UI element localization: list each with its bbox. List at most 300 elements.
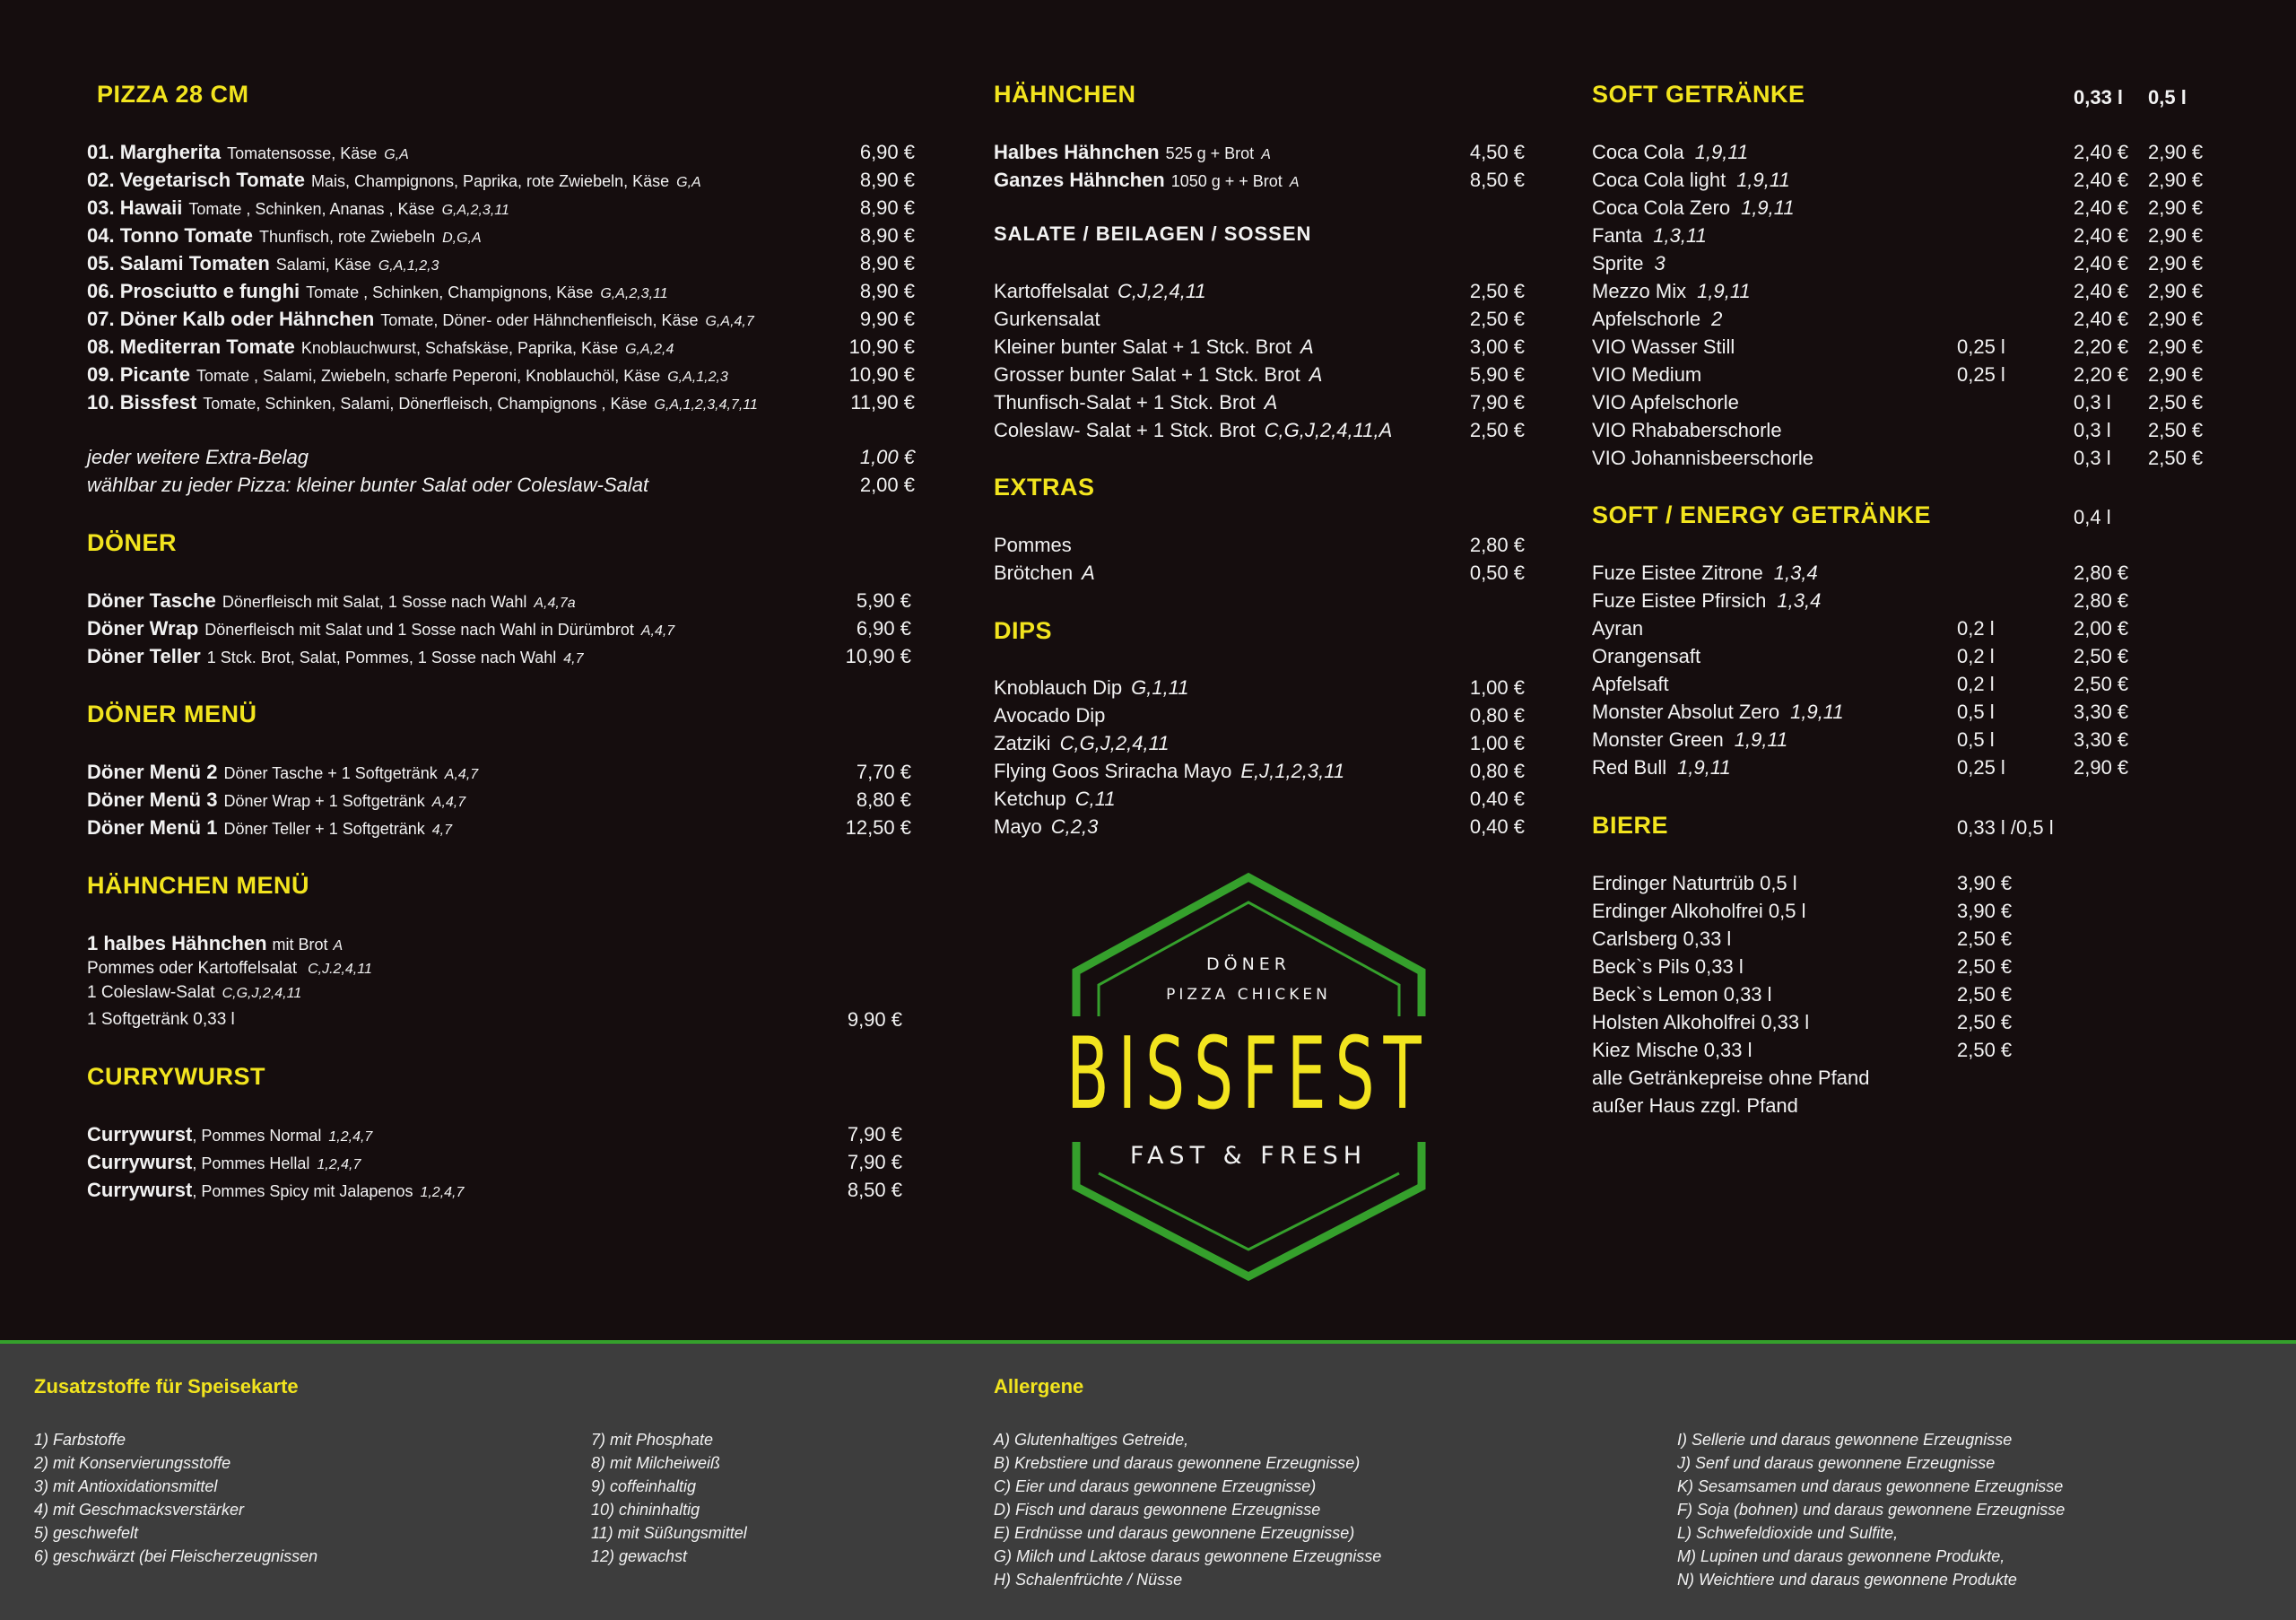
drink-row xyxy=(1592,642,1700,670)
drink-size: 0,2 l xyxy=(1957,645,1995,667)
drink-price-2: 2,50 € xyxy=(2148,419,2204,441)
item-name: Döner Teller xyxy=(87,645,201,667)
energy-drinks-heading: SOFT / ENERGY GETRÄNKE xyxy=(1592,501,1932,528)
item-allergens: C,J,2,4,11 xyxy=(1118,280,1206,302)
menu-item-row xyxy=(994,305,1100,333)
item-price: 9,90 € xyxy=(859,308,915,330)
item-allergens: 1,9,11 xyxy=(1790,701,1844,723)
currywurst-heading: CURRYWURST xyxy=(87,1063,265,1090)
item-name: Ganzes Hähnchen xyxy=(994,169,1165,191)
beer-name: Erdinger Naturtrüb 0,5 l xyxy=(1592,872,1797,894)
item-price: 7,90 € xyxy=(847,1123,902,1145)
menu-item-row xyxy=(994,729,1169,757)
item-name: 03. Hawaii xyxy=(87,196,183,219)
item-name: Mayo xyxy=(994,815,1042,838)
drink-row xyxy=(1592,444,1813,472)
item-price: 8,90 € xyxy=(859,252,915,274)
menu-item-row xyxy=(994,531,1072,559)
menu-item-row xyxy=(87,979,301,1006)
item-price: 0,50 € xyxy=(1469,562,1525,584)
soft-col-05: 0,5 l xyxy=(2148,86,2187,109)
menu-item-row xyxy=(994,333,1314,361)
item-name: Fuze Eistee Zitrone xyxy=(1592,562,1763,584)
dips-heading: DIPS xyxy=(994,617,1053,644)
additive-item: 3) mit Antioxidationsmittel xyxy=(34,1477,218,1495)
bissfest-logo xyxy=(1036,868,1466,1281)
menu-item-row xyxy=(87,1120,372,1148)
item-price: 0,80 € xyxy=(1469,704,1525,727)
item-price: 5,90 € xyxy=(1469,363,1525,386)
item-name: Fuze Eistee Pfirsich xyxy=(1592,589,1767,612)
item-name: Thunfisch-Salat + 1 Stck. Brot xyxy=(994,391,1256,414)
item-allergens: 4,7 xyxy=(431,823,453,838)
item-price: 2,50 € xyxy=(1469,308,1525,330)
item-description: , Pommes Normal xyxy=(192,1127,322,1145)
soft-col-033: 0,33 l xyxy=(2074,86,2124,109)
drink-price-1: 2,40 € xyxy=(2074,252,2129,274)
drink-price-1: 2,20 € xyxy=(2074,363,2129,386)
item-price: 0,40 € xyxy=(1469,788,1525,810)
item-description: , Pommes Hellal xyxy=(192,1154,310,1172)
item-allergens: 1,9,11 xyxy=(1694,141,1749,163)
drink-size: 0,2 l xyxy=(1957,617,1995,640)
haehnchen-heading: HÄHNCHEN xyxy=(994,81,1136,108)
item-allergens: G,A,1,2,3 xyxy=(378,258,439,274)
drink-size: 0,25 l xyxy=(1957,363,2005,386)
item-allergens: A xyxy=(1082,562,1095,584)
item-allergens: A xyxy=(1300,335,1314,358)
item-name: Avocado Dip xyxy=(994,704,1106,727)
allergen-item: M) Lupinen und daraus gewonnene Produkte, xyxy=(1677,1547,2005,1565)
drink-price-2: 2,90 € xyxy=(2148,141,2204,163)
drink-price-1: 2,40 € xyxy=(2074,169,2129,191)
item-price: 5,90 € xyxy=(856,589,911,612)
item-description: Döner Tasche + 1 Softgetränk xyxy=(223,764,438,782)
beer-name: Erdinger Alkoholfrei 0,5 l xyxy=(1592,900,1806,922)
item-allergens: 1,3,4 xyxy=(1773,562,1818,584)
item-allergens: A,4,7a xyxy=(534,596,576,611)
menu-item-row xyxy=(87,277,668,305)
item-description: Tomate, Döner- oder Hähnchenfleisch, Käse xyxy=(380,311,699,329)
drink-price-1: 2,80 € xyxy=(2074,562,2129,584)
item-name: Kartoffelsalat xyxy=(994,280,1109,302)
drink-price-2: 2,90 € xyxy=(2148,308,2204,330)
item-name: VIO Medium xyxy=(1592,363,1702,386)
item-description: 1050 g + + Brot xyxy=(1170,172,1283,190)
item-allergens: C,J.2,4,11 xyxy=(308,962,372,977)
menu-item-row xyxy=(994,388,1277,416)
beer-price: 2,50 € xyxy=(1957,1039,2013,1061)
drink-row xyxy=(1592,559,1818,587)
item-name: Döner Tasche xyxy=(87,589,216,612)
item-description: Tomate , Salami, Zwiebeln, scharfe Peperoni, Knoblauchöl, Käse xyxy=(196,367,661,385)
item-name: 02. Vegetarisch Tomate xyxy=(87,169,305,191)
item-name: 04. Tonno Tomate xyxy=(87,224,253,247)
item-name: Currywurst xyxy=(87,1179,193,1201)
item-allergens: G,A,1,2,3,4,7,11 xyxy=(654,397,758,413)
item-name: Coleslaw- Salat + 1 Stck. Brot xyxy=(994,419,1256,441)
salad-option-price: 2,00 € xyxy=(859,474,915,496)
item-allergens: 1,2,4,7 xyxy=(420,1185,465,1200)
logo-brand-text: BISSFEST xyxy=(1066,1015,1431,1132)
item-description: Thunfisch, rote Zwiebeln xyxy=(258,228,436,246)
allergen-item: J) Senf und daraus gewonnene Erzeugnisse xyxy=(1677,1454,1996,1472)
drink-row xyxy=(1592,388,1739,416)
item-name: 10. Bissfest xyxy=(87,391,197,414)
item-allergens: 1,3,4 xyxy=(1777,589,1822,612)
item-name: Grosser bunter Salat + 1 Stck. Brot xyxy=(994,363,1300,386)
drink-row xyxy=(1592,361,1701,388)
item-price: 8,90 € xyxy=(859,224,915,247)
item-name: VIO Apfelschorle xyxy=(1592,391,1739,414)
drink-row xyxy=(1592,222,1707,249)
logo-doener-text: DÖNER xyxy=(1205,954,1292,974)
item-allergens: G,A,2,4 xyxy=(625,342,674,357)
additive-item: 1) Farbstoffe xyxy=(34,1431,126,1449)
item-price: 1,00 € xyxy=(1469,732,1525,754)
item-allergens: G,A xyxy=(384,147,409,162)
logo-hexagon-inner-bottom xyxy=(1099,1173,1399,1250)
item-allergens: A xyxy=(333,938,344,954)
item-price: 4,50 € xyxy=(1469,141,1525,163)
drink-price-1: 2,40 € xyxy=(2074,141,2129,163)
drink-size: 0,25 l xyxy=(1957,335,2005,358)
item-name: 01. Margherita xyxy=(87,141,222,163)
menu-item-row xyxy=(994,674,1189,701)
haehnchen-menu-heading: HÄHNCHEN MENÜ xyxy=(87,872,309,899)
drink-price-1: 3,30 € xyxy=(2074,701,2129,723)
menu-item-row xyxy=(994,138,1271,166)
drink-row xyxy=(1592,587,1821,614)
menu-item-row xyxy=(87,814,452,841)
item-price: 10,90 € xyxy=(848,363,915,386)
item-allergens: A,4,7 xyxy=(640,623,675,639)
item-description: Dönerfleisch mit Salat, 1 Sosse nach Wahl xyxy=(222,593,527,611)
item-price: 2,50 € xyxy=(1469,419,1525,441)
additive-item: 2) mit Konservierungsstoffe xyxy=(34,1454,231,1472)
item-description: Knoblauchwurst, Schafskäse, Paprika, Käse xyxy=(300,339,619,357)
item-name: 08. Mediterran Tomate xyxy=(87,335,295,358)
item-allergens: A,4,7 xyxy=(444,767,479,782)
allergen-item: C) Eier und daraus gewonnene Erzeugnisse) xyxy=(994,1477,1317,1495)
item-price: 10,90 € xyxy=(845,645,911,667)
menu-item-row xyxy=(87,929,343,957)
item-allergens: G,1,11 xyxy=(1131,676,1189,699)
allergen-item: K) Sesamsamen und daraus gewonnene Erzeugnisse xyxy=(1677,1477,2064,1495)
item-price: 7,70 € xyxy=(856,761,911,783)
item-allergens: D,G,A xyxy=(442,231,482,246)
drink-price-1: 2,20 € xyxy=(2074,335,2129,358)
item-allergens: 4,7 xyxy=(563,651,584,666)
drink-row xyxy=(1592,249,1665,277)
additive-item: 9) coffeinhaltig xyxy=(591,1477,697,1495)
item-name: Coca Cola Zero xyxy=(1592,196,1731,219)
item-name: VIO Wasser Still xyxy=(1592,335,1735,358)
drink-size: 0,5 l xyxy=(1957,728,1995,751)
item-price: 8,90 € xyxy=(859,196,915,219)
item-name: Monster Green xyxy=(1592,728,1724,751)
allergen-item: A) Glutenhaltiges Getreide, xyxy=(994,1431,1189,1449)
deposit-note-2: außer Haus zzgl. Pfand xyxy=(1592,1094,1798,1117)
menu-item-row xyxy=(87,1176,464,1204)
menu-item-row xyxy=(87,305,754,333)
item-name: VIO Rhababerschorle xyxy=(1592,419,1782,441)
item-allergens: A xyxy=(1309,363,1323,386)
beer-name: Carlsberg 0,33 l xyxy=(1592,928,1732,950)
item-name: Coca Cola light xyxy=(1592,169,1726,191)
item-name: Monster Absolut Zero xyxy=(1592,701,1780,723)
item-name: Red Bull xyxy=(1592,756,1667,779)
deposit-note: alle Getränkepreise ohne Pfand xyxy=(1592,1067,1870,1089)
drink-row xyxy=(1592,753,1731,781)
item-description: , Pommes Spicy mit Jalapenos xyxy=(192,1182,413,1200)
menu-item-row xyxy=(994,361,1322,388)
item-name: Mezzo Mix xyxy=(1592,280,1687,302)
drink-size: 0,2 l xyxy=(1957,673,1995,695)
menu-item-row xyxy=(994,559,1095,587)
beer-heading: BIERE xyxy=(1592,812,1669,839)
menu-item-row xyxy=(994,277,1206,305)
item-name: Döner Wrap xyxy=(87,617,199,640)
menu-item-row xyxy=(87,333,674,361)
menu-item-row xyxy=(87,361,728,388)
additive-item: 5) geschwefelt xyxy=(34,1524,139,1542)
item-name: 05. Salami Tomaten xyxy=(87,252,270,274)
item-name: VIO Johannisbeerschorle xyxy=(1592,447,1814,469)
drink-row xyxy=(1592,416,1782,444)
menu-item-row xyxy=(87,222,482,249)
item-price: 7,90 € xyxy=(1469,391,1525,414)
menu-item-row xyxy=(87,1148,361,1176)
item-allergens: E,J,1,2,3,11 xyxy=(1240,760,1345,782)
drink-price-1: 0,3 l xyxy=(2074,419,2111,441)
item-allergens: G,A,4,7 xyxy=(705,314,754,329)
menu-item-row xyxy=(87,642,584,670)
menu-item-row xyxy=(87,166,701,194)
item-name: Döner Menü 3 xyxy=(87,788,218,811)
drink-price-2: 2,90 € xyxy=(2148,363,2204,386)
item-name: Sprite xyxy=(1592,252,1644,274)
item-description: Tomate, Schinken, Salami, Dönerfleisch, Champignons , Käse xyxy=(203,395,648,413)
item-name: Gurkensalat xyxy=(994,308,1100,330)
drink-price-1: 2,40 € xyxy=(2074,280,2129,302)
drink-price-1: 2,40 € xyxy=(2074,196,2129,219)
drink-row xyxy=(1592,614,1643,642)
item-allergens: G,A,2,3,11 xyxy=(600,286,668,301)
item-allergens: 2 xyxy=(1711,308,1723,330)
item-price: 1,00 € xyxy=(1469,676,1525,699)
allergen-item: H) Schalenfrüchte / Nüsse xyxy=(994,1571,1183,1589)
item-description: Dönerfleisch mit Salat und 1 Sosse nach Wahl in Dürümbrot xyxy=(204,621,634,639)
drink-row xyxy=(1592,194,1795,222)
item-price: 8,90 € xyxy=(859,280,915,302)
item-name: Coca Cola xyxy=(1592,141,1684,163)
beer-name: Kiez Mische 0,33 l xyxy=(1592,1039,1752,1061)
item-price: 3,00 € xyxy=(1469,335,1525,358)
beer-name: Beck`s Pils 0,33 l xyxy=(1592,955,1744,978)
item-allergens: C,G,J,2,4,11 xyxy=(1059,732,1170,754)
drink-price-2: 2,50 € xyxy=(2148,391,2204,414)
menu-item-row xyxy=(87,194,509,222)
additive-item: 12) gewachst xyxy=(591,1547,688,1565)
beer-name: Holsten Alkoholfrei 0,33 l xyxy=(1592,1011,1810,1033)
drink-price-1: 2,50 € xyxy=(2074,673,2129,695)
item-description: Salami, Käse xyxy=(275,256,371,274)
item-name: Pommes oder Kartoffelsalat xyxy=(87,959,298,978)
allergen-item: G) Milch und Laktose daraus gewonnene Erzeugnisse xyxy=(994,1547,1382,1565)
item-name: Currywurst xyxy=(87,1151,193,1173)
allergen-item: E) Erdnüsse und daraus gewonnene Erzeugnisse) xyxy=(994,1524,1355,1542)
drink-size: 0,5 l xyxy=(1957,701,1995,723)
item-price: 8,80 € xyxy=(856,788,911,811)
additive-item: 4) mit Geschmacksverstärker xyxy=(34,1501,245,1519)
additive-item: 7) mit Phosphate xyxy=(591,1431,714,1449)
item-name: 09. Picante xyxy=(87,363,190,386)
item-name: 1 Softgetränk 0,33 l xyxy=(87,1010,235,1029)
menu-item-row xyxy=(87,388,758,416)
drink-row xyxy=(1592,138,1748,166)
item-description: Mais, Champignons, Paprika, rote Zwiebeln, Käse xyxy=(310,172,670,190)
drink-price-1: 2,50 € xyxy=(2074,645,2129,667)
doener-heading: DÖNER xyxy=(87,529,178,556)
beer-price: 3,90 € xyxy=(1957,900,2013,922)
item-description: mit Brot xyxy=(272,936,328,954)
menu-item-row xyxy=(994,785,1116,813)
doener-menu-heading: DÖNER MENÜ xyxy=(87,701,257,727)
item-name: Ketchup xyxy=(994,788,1066,810)
item-price: 6,90 € xyxy=(859,141,915,163)
logo-tagline-text: FAST & FRESH xyxy=(1129,1142,1368,1170)
additive-item: 6) geschwärzt (bei Fleischerzeugnissen xyxy=(34,1547,318,1565)
item-price: 8,50 € xyxy=(1469,169,1525,191)
item-description: Tomate , Schinken, Ananas , Käse xyxy=(188,200,435,218)
additive-item: 8) mit Milcheiweiß xyxy=(591,1454,721,1472)
drink-price-2: 2,50 € xyxy=(2148,447,2204,469)
item-price: 12,50 € xyxy=(845,816,911,839)
item-price: 8,50 € xyxy=(847,1179,902,1201)
allergen-item: D) Fisch und daraus gewonnene Erzeugnisse xyxy=(994,1501,1321,1519)
drink-price-1: 2,40 € xyxy=(2074,224,2129,247)
item-allergens: A xyxy=(1289,175,1300,190)
item-allergens: A xyxy=(1264,391,1278,414)
beer-price: 2,50 € xyxy=(1957,955,2013,978)
drink-price-1: 2,40 € xyxy=(2074,308,2129,330)
drink-price-2: 2,90 € xyxy=(2148,169,2204,191)
energy-col-04: 0,4 l xyxy=(2074,506,2111,528)
menu-item-row xyxy=(87,249,439,277)
item-price: 0,40 € xyxy=(1469,815,1525,838)
item-price: 11,90 € xyxy=(850,391,915,414)
drink-row xyxy=(1592,277,1751,305)
logo-pizza-chicken-text: PIZZA CHICKEN xyxy=(1166,986,1331,1004)
soft-drinks-heading: SOFT GETRÄNKE xyxy=(1592,81,1805,108)
menu-item-row xyxy=(87,614,674,642)
drink-price-1: 0,3 l xyxy=(2074,391,2111,414)
item-name: Currywurst xyxy=(87,1123,193,1145)
item-price: 10,90 € xyxy=(848,335,915,358)
item-allergens: A,4,7 xyxy=(431,795,466,810)
menu-item-row xyxy=(994,757,1344,785)
item-name: 1 halbes Hähnchen xyxy=(87,932,267,954)
menu-item-row xyxy=(87,138,409,166)
item-price: 7,90 € xyxy=(847,1151,902,1173)
drink-price-2: 2,90 € xyxy=(2148,280,2204,302)
beer-price: 2,50 € xyxy=(1957,928,2013,950)
menu-item-row xyxy=(994,416,1392,444)
item-price: 2,50 € xyxy=(1469,280,1525,302)
item-allergens: 3 xyxy=(1654,252,1665,274)
item-name: 1 Coleslaw-Salat xyxy=(87,983,215,1002)
item-price: 6,90 € xyxy=(856,617,911,640)
drink-row xyxy=(1592,726,1787,753)
drink-price-1: 2,80 € xyxy=(2074,589,2129,612)
drink-price-1: 3,30 € xyxy=(2074,728,2129,751)
item-allergens: C,G,J,2,4,11 xyxy=(222,986,302,1001)
item-description: Tomate , Schinken, Champignons, Käse xyxy=(306,283,594,301)
item-allergens: G,A xyxy=(676,175,701,190)
item-name: Kleiner bunter Salat + 1 Stck. Brot xyxy=(994,335,1292,358)
drink-price-1: 2,00 € xyxy=(2074,617,2129,640)
extra-topping-note: jeder weitere Extra-Belag xyxy=(87,446,309,468)
salad-option-note: wählbar zu jeder Pizza: kleiner bunter Salat oder Coleslaw-Salat xyxy=(87,474,649,496)
item-name: Zatziki xyxy=(994,732,1051,754)
beer-price: 2,50 € xyxy=(1957,983,2013,1006)
item-allergens: A xyxy=(1261,147,1271,162)
item-name: Flying Goos Sriracha Mayo xyxy=(994,760,1232,782)
additive-item: 11) mit Süßungsmittel xyxy=(591,1524,747,1542)
item-allergens: 1,9,11 xyxy=(1677,756,1731,779)
drink-row xyxy=(1592,305,1722,333)
menu-item-row xyxy=(87,758,478,786)
extras-heading: EXTRAS xyxy=(994,474,1095,501)
drink-price-2: 2,90 € xyxy=(2148,335,2204,358)
drink-row xyxy=(1592,670,1669,698)
item-allergens: C,11 xyxy=(1074,788,1116,810)
item-name: 06. Prosciutto e funghi xyxy=(87,280,300,302)
item-price: 8,90 € xyxy=(859,169,915,191)
item-name: Apfelschorle xyxy=(1592,308,1701,330)
beer-price: 3,90 € xyxy=(1957,872,2013,894)
item-allergens: C,G,J,2,4,11,A xyxy=(1264,419,1393,441)
salate-heading: SALATE / BEILAGEN / SOSSEN xyxy=(994,222,1312,245)
item-name: Ayran xyxy=(1592,617,1644,640)
drink-price-1: 0,3 l xyxy=(2074,447,2111,469)
pizza-heading: PIZZA 28 CM xyxy=(97,81,249,108)
item-name: Orangensaft xyxy=(1592,645,1701,667)
item-price: 2,80 € xyxy=(1469,534,1525,556)
item-description: 1 Stck. Brot, Salat, Pommes, 1 Sosse nach Wahl xyxy=(206,649,557,666)
item-description: 525 g + Brot xyxy=(1165,144,1255,162)
item-name: Brötchen xyxy=(994,562,1074,584)
beer-name: Beck`s Lemon 0,33 l xyxy=(1592,983,1772,1006)
item-name: Knoblauch Dip xyxy=(994,676,1123,699)
beer-col-size: 0,33 l /0,5 l xyxy=(1957,816,2054,839)
item-allergens: G,A,2,3,11 xyxy=(441,203,509,218)
drink-row xyxy=(1592,698,1844,726)
item-price: 9,90 € xyxy=(847,1008,902,1031)
allergen-item: B) Krebstiere und daraus gewonnene Erzeugnisse) xyxy=(994,1454,1361,1472)
item-allergens: G,A,1,2,3 xyxy=(667,370,728,385)
item-name: Döner Menü 1 xyxy=(87,816,218,839)
menu-item-row xyxy=(994,166,1299,194)
drink-price-2: 2,90 € xyxy=(2148,196,2204,219)
drink-row xyxy=(1592,166,1790,194)
item-name: Döner Menü 2 xyxy=(87,761,218,783)
drink-price-1: 2,90 € xyxy=(2074,756,2129,779)
beer-price: 2,50 € xyxy=(1957,1011,2013,1033)
allergen-item: I) Sellerie und daraus gewonnene Erzeugnisse xyxy=(1677,1431,2013,1449)
item-allergens: 1,9,11 xyxy=(1741,196,1795,219)
